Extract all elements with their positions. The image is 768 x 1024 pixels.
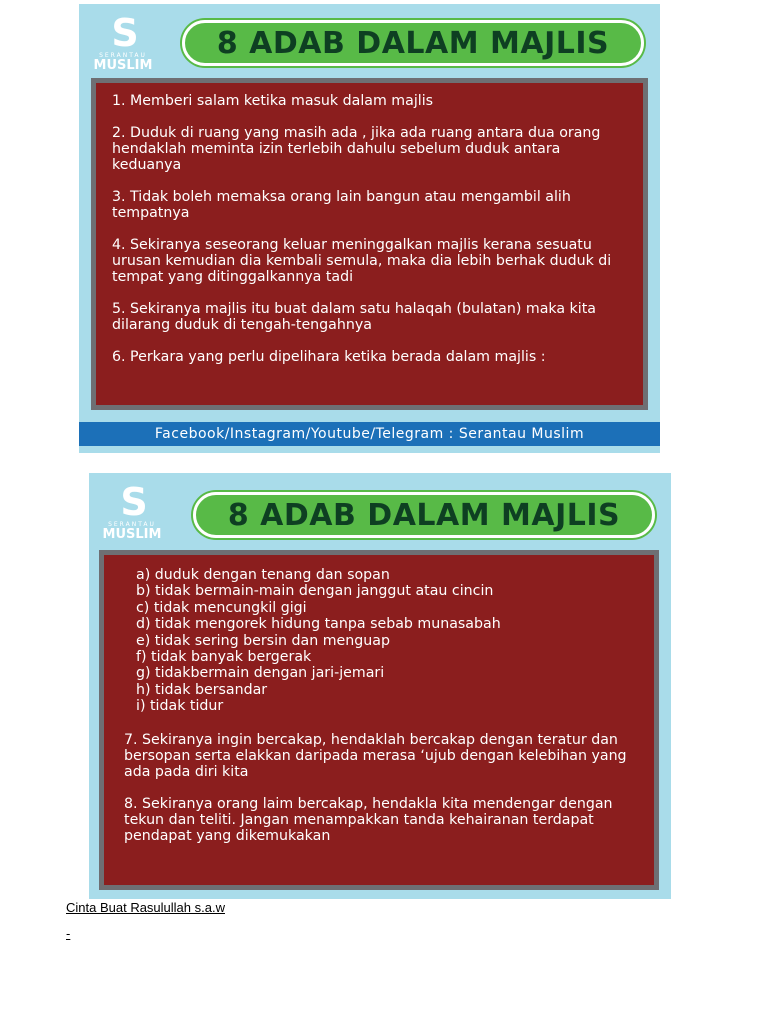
list-item: i) tidak tidur	[136, 698, 224, 715]
list-item: a) duduk dengan tenang dan sopan	[136, 567, 390, 583]
serantau-muslim-logo	[93, 11, 153, 73]
rule-item: 3. Tidak boleh memaksa orang lain bangun atau mengambil alih tempatnya	[112, 189, 571, 221]
card-title: 8 ADAB DALAM MAJLIS	[193, 492, 655, 538]
cinta-rasulullah-link[interactable]: Cinta Buat Rasulullah s.a.w	[66, 900, 225, 915]
list-item: g) tidakbermain dengan jari-jemari	[136, 665, 385, 682]
infographic-card-2	[89, 473, 671, 899]
card-title: 8 ADAB DALAM MAJLIS	[182, 20, 644, 66]
logo-mark: S	[120, 480, 144, 524]
logo-name: MUSLIM	[102, 527, 162, 542]
rule-item: 1. Memberi salam ketika masuk dalam majlis	[112, 93, 434, 109]
logo-mark: S	[111, 11, 135, 55]
social-footer: Facebook/Instagram/Youtube/Telegram : Serantau Muslim	[79, 422, 660, 446]
infographic-card-1	[79, 4, 660, 453]
content-panel	[99, 550, 659, 890]
serantau-muslim-logo	[102, 480, 162, 542]
list-item: d) tidak mengorek hidung tanpa sebab munasabah	[136, 616, 501, 633]
logo-name: MUSLIM	[93, 58, 153, 73]
list-item: b) tidak bermain-main dengan janggut atau cincin	[136, 583, 494, 600]
list-item: c) tidak mencungkil gigi	[136, 599, 307, 616]
rule-item: 8. Sekiranya orang laim bercakap, hendakla kita mendengar dengan tekun dan teliti. Jangan menampakkan tanda kehairanan terdapat pendapat yang dikemukakan	[124, 795, 613, 844]
logo-subtext: SERANTAU	[99, 52, 147, 59]
list-item: h) tidak bersandar	[136, 681, 268, 698]
rule-item: 2. Duduk di ruang yang masih ada , jika ada ruang antara dua orang hendaklah meminta izin terlebih dahulu sebelum duduk antara keduanya	[112, 125, 601, 173]
logo-subtext: SERANTAU	[108, 521, 156, 528]
rule-item: 7. Sekiranya ingin bercakap, hendaklah bercakap dengan teratur dan bersopan serta elakkan daripada merasa ‘ujub dengan kelebihan yang ada pada diri kita	[124, 731, 627, 780]
content-panel	[91, 78, 648, 410]
rule-item: 6. Perkara yang perlu dipelihara ketika berada dalam majlis :	[112, 349, 546, 365]
dash-link[interactable]: -	[66, 926, 71, 941]
rule-item: 5. Sekiranya majlis itu buat dalam satu halaqah (bulatan) maka kita dilarang duduk di tengah-tengahnya	[112, 301, 596, 333]
sub-list	[136, 567, 644, 715]
list-item: f) tidak banyak bergerak	[136, 649, 312, 666]
rule-item: 4. Sekiranya seseorang keluar meninggalkan majlis kerana sesuatu urusan kemudian dia kembali semula, maka dia lebih berhak duduk di tempat yang ditinggalkannya tadi	[112, 237, 612, 285]
list-item: e) tidak sering bersin dan menguap	[136, 632, 390, 649]
